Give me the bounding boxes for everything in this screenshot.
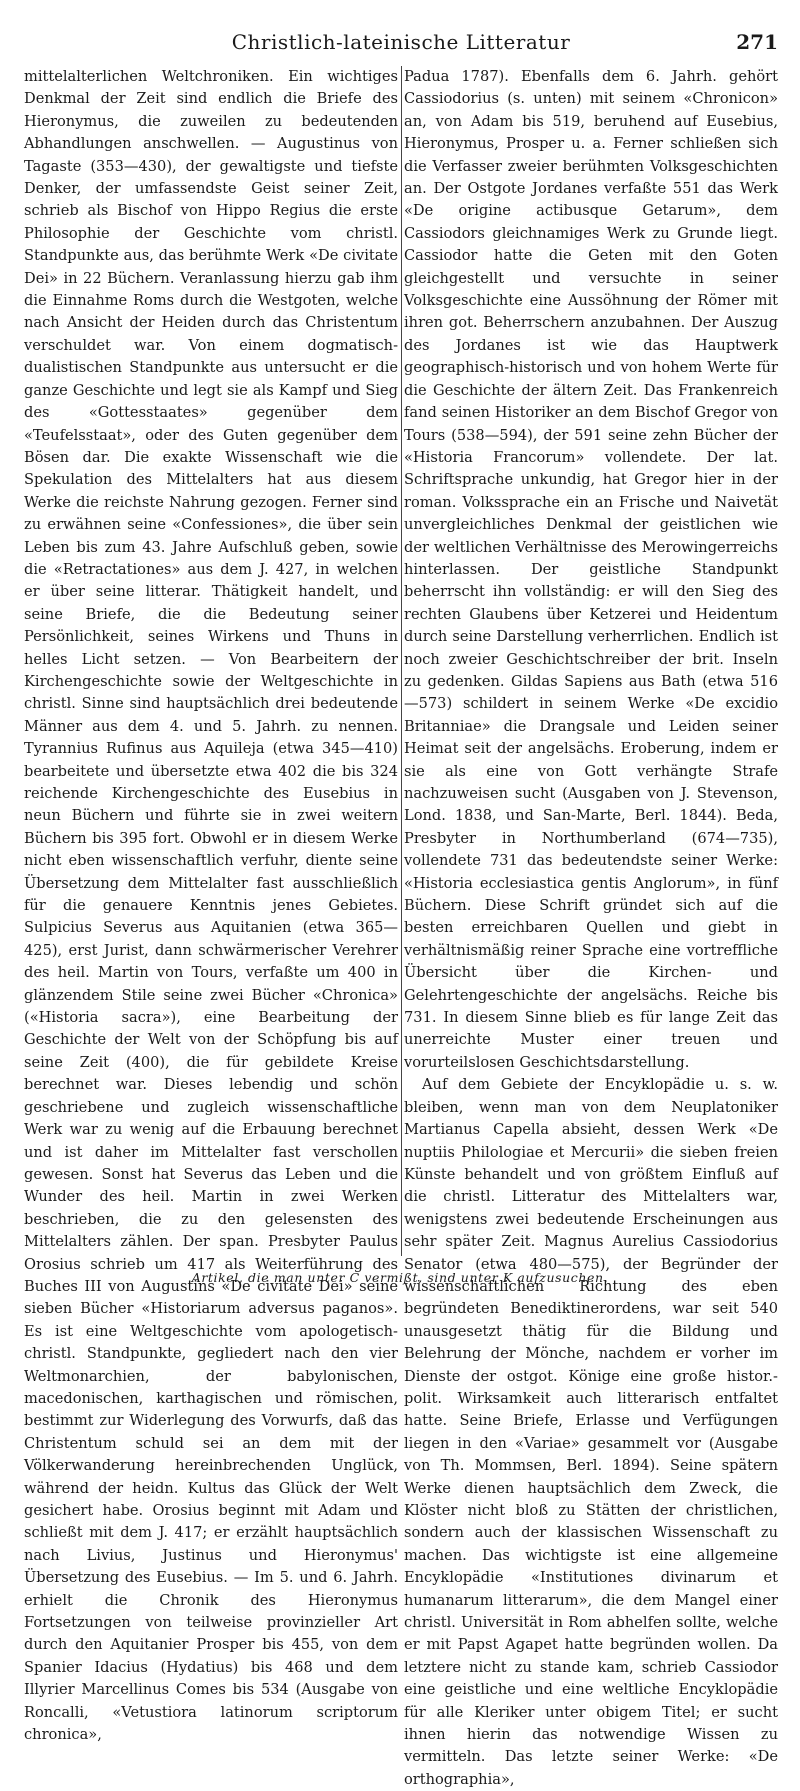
paragraph: Auf dem Gebiete der Encyklopädie u. s. w. bleiben, wenn man von dem Neuplatoniker Martianus Capella absieht, dessen Werk «De nuptiis Philologiae et Mercurii» die sieben freien Künste behandelt und von größtem Einfluß auf die christl. Litteratur des Mittelalters war, wenigstens zwei bedeutende Erscheinungen aus sehr später Zeit. Magnus Aurelius Cassiodorius Senator (etwa 480—575), der Begründer der wissenschaftlichen Richtung des eben begründeten Benediktinerordens, war seit 540 unausgesetzt thätig für die Bildung und Belehrung der Mönche, nachdem er vorher im Dienste der ostgot. Könige eine große histor.-polit. Wirksamkeit auch litterarisch entfaltet hatte. Seine Briefe, Erlasse und Verfügungen liegen in den «Variae» gesammelt vor (Ausgabe von Th. Mommsen, Berl. 1894). Seine spätern Werke dienen hauptsächlich dem Zweck, die Klöster nicht bloß zu Stätten der christlichen, sondern auch der klassischen Wissenschaft zu machen. Das wichtigste ist eine allgemeine Encyklopädie «Institutiones divinarum et humanarum litterarum», die dem Mangel einer christl. Universität in Rom abhelfen sollte, welche er mit Papst Agapet hatte begründen wollen. Da letztere nicht zu stande kam, schrieb Cassiodor eine geistliche und eine weltliche Encyklopädie für alle Kleriker unter obigem Titel; er sucht ihnen hierin das notwendige Wissen zu vermitteln. Das letzte seiner Werke: «De orthographia», bbox=[404, 1076, 778, 1788]
footer-note: Artikel, die man unter C vermißt, sind unter K aufzusuchen. bbox=[191, 1270, 609, 1285]
paragraph: Padua 1787). Ebenfalls dem 6. Jahrh. gehört Cassiodorius (s. unten) mit seinem «Chronicon» an, von Adam bis 519, beruhend auf Eusebius, Hieronymus, Prosper u. a. Ferner schließen sich die Verfasser zweier berühmten Volksgeschichten an. Der Ostgote Jordanes verfaßte 551 das Werk «De origine actibusque Getarum», dem Cassiodors gleichnamiges Werk zu Grunde liegt. Cassiodor hatte die Geten mit den Goten gleichgestellt und versuchte in seiner Volksgeschichte eine Aussöhnung der Römer mit ihren got. Beherrschern anzubahnen. Der Auszug des Jordanes ist wie das Hauptwerk geographisch-historisch und von hohem Werte für die Geschichte der ältern Zeit. Das Frankenreich fand seinen Historiker an dem Bischof Gregor von Tours (538—594), der 591 seine zehn Bücher der «Historia Francorum» vollendete. Der lat. Schriftsprache unkundig, hat Gregor hier in der roman. Volkssprache ein an Frische und Naivetät unvergleichliches Denkmal der geistlichen wie der weltlichen Verhältnisse des Merowingerreichs hinterlassen. Der geistliche Standpunkt beherrscht ihn vollständig: er will den Sieg des rechten Glaubens über Ketzerei und Heidentum durch seine Darstellung verherrlichen. Endlich ist noch zweier Geschichtschreiber der brit. Inseln zu gedenken. Gildas Sapiens aus Bath (etwa 516—573) schildert in seinem Werke «De excidio Britanniae» die Drangsale und Leiden seiner Heimat seit der angelsächs. Eroberung, indem er sie als eine von Gott verhängte Strafe nachzuweisen sucht (Ausgaben von J. Stevenson, Lond. 1838, und San-Marte, Berl. 1844). Beda, Presbyter in Northumberland (674—735), vollendete 731 das bedeutendste seiner Werke: «Historia ecclesiastica gentis Anglorum», in fünf Büchern. Diese Schrift gründet sich auf die besten erreichbaren Quellen und giebt in verhältnismäßig reiner Sprache eine vortreffliche Übersicht über die Kirchen- und Gelehrtengeschichte der angelsächs. Reiche bis 731. In diesem Sinne blieb es für lange Zeit das unerreichte Muster einer treuen und vorurteilslosen Geschichtsdarstellung. bbox=[404, 68, 778, 1071]
page-header bbox=[24, 30, 778, 64]
left-column bbox=[24, 66, 398, 1744]
paragraph: mittelalterlichen Weltchroniken. Ein wichtiges Denkmal der Zeit sind endlich die Briefe des Hieronymus, die zuweilen zu bedeutenden Abhandlungen anschwellen. — Augustinus von Tagaste (353—430), der gewaltigste und tiefste Denker, der umfassendste Geist seiner Zeit, schrieb als Bischof von Hippo Regius die erste Philosophie der Geschichte vom christl. Standpunkte aus, das berühmte Werk «De civitate Dei» in 22 Büchern. Veranlassung hierzu gab ihm die Einnahme Roms durch die Westgoten, welche nach Ansicht der Heiden durch das Christentum verschuldet war. Von einem dogmatisch-dualistischen Standpunkte aus untersucht er die ganze Geschichte und legt sie als Kampf und Sieg des «Gottesstaates» gegenüber dem «Teufelsstaat», oder des Guten gegenüber dem Bösen dar. Die exakte Wissenschaft wie die Spekulation des Mittelalters hat aus diesem Werke die reichste Nahrung gezogen. Ferner sind zu erwähnen seine «Confessiones», die über sein Leben bis zum 43. Jahre Aufschluß geben, sowie die «Retractationes» aus dem J. 427, in welchen er über seine litterar. Thätigkeit handelt, und seine Briefe, die die Bedeutung seiner Persönlichkeit, seines Wirkens und Thuns in helles Licht setzen. — Von Bearbeitern der Kirchengeschichte sowie der Weltgeschichte in christl. Sinne sind hauptsächlich drei bedeutende Männer aus dem 4. und 5. Jahrh. zu nennen. Tyrannius Rufinus aus Aquileja (etwa 345—410) bearbeitete und übersetzte etwa 402 die bis 324 reichende Kirchengeschichte des Eusebius in neun Büchern und führte sie in zwei weitern Büchern bis 395 fort. Obwohl er in diesem Werke nicht eben wissenschaftlich verfuhr, diente seine Übersetzung dem Mittelalter fast ausschließlich für die genauere Kenntnis jenes Gebietes. Sulpicius Severus aus Aquitanien (etwa 365—425), erst Jurist, dann schwärmerischer Verehrer des heil. Martin von Tours, verfaßte um 400 in glänzendem Stile seine zwei Bücher «Chronica» («Historia sacra»), eine Bearbeitung der Geschichte der Welt von der Schöpfung bis auf seine Zeit (400), die für gebildete Kreise berechnet war. Dieses lebendig und schön geschriebene und zugleich wissenschaftliche Werk war zu wenig auf die Erbauung berechnet und ist daher im Mittelalter fast verschollen gewesen. Sonst hat Severus das Leben und die Wunder des heil. Martin in zwei Werken beschrieben, die zu den gelesensten des Mittelalters zählen. Der span. Presbyter Paulus Orosius schrieb um 417 als Weiterführung des Buches III von Augustins «De civitate Dei» seine sieben Bücher «Historiarum adversus paganos». Es ist eine Weltgeschichte vom apologetisch-christl. Standpunkte, gegliedert nach den vier Weltmonarchien, der babylonischen, macedonischen, karthagischen und römischen, bestimmt zur Widerlegung des Vorwurfs, daß das Christentum schuld sei an dem mit der Völkerwanderung hereinbrechenden Unglück, während der heidn. Kultus das Glück der Welt gesichert habe. Orosius beginnt mit Adam und schließt mit dem J. 417; er erzählt hauptsächlich nach Livius, Justinus und Hieronymus' Übersetzung des Eusebius. — Im 5. und 6. Jahrh. erhielt die Chronik des Hieronymus Fortsetzungen von teilweise provinzieller Art durch den Aquitanier Prosper bis 455, von dem Spanier Idacius (Hydatius) bis 468 und dem Illyrier Marcellinus Comes bis 534 (Ausgabe von Roncalli, «Vetustiora latinorum scriptorum chronica», bbox=[24, 68, 398, 1744]
right-column bbox=[404, 66, 778, 1788]
running-title: Christlich-lateinische Litteratur bbox=[231, 30, 571, 54]
page-number: 271 bbox=[736, 30, 778, 54]
